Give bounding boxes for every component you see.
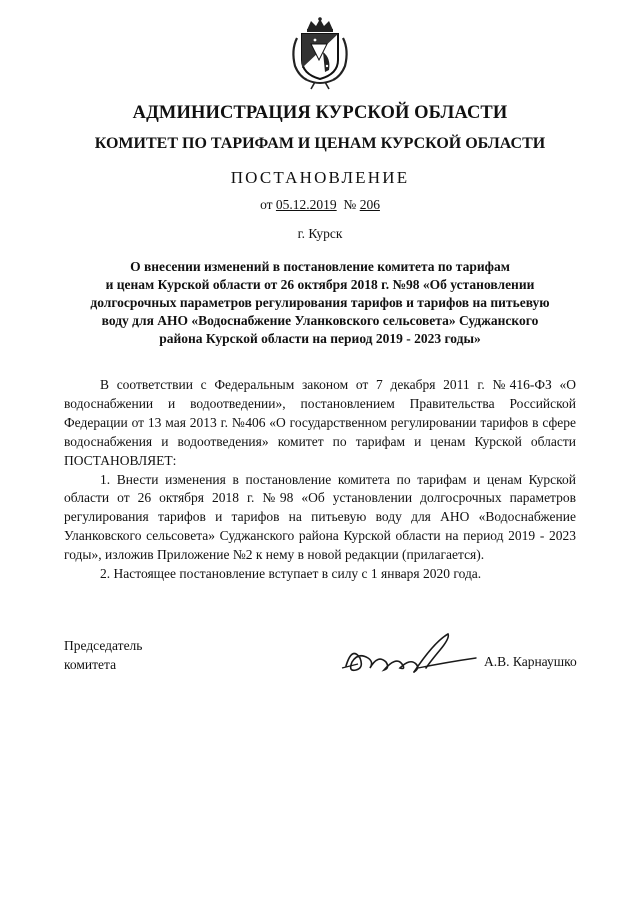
organization-heading: АДМИНИСТРАЦИЯ КУРСКОЙ ОБЛАСТИ xyxy=(132,103,508,123)
document-title xyxy=(64,258,576,348)
title-line: района Курской области на период 2019 - 2023 годы» xyxy=(159,331,481,346)
title-line: долгосрочных параметров регулирования тарифов и тарифов на питьевую xyxy=(90,295,550,310)
title-line: и ценам Курской области от 26 октября 2018 г. №98 «Об установлении xyxy=(105,277,535,292)
position-line: комитета xyxy=(64,656,117,672)
title-line: О внесении изменений в постановление комитета по тарифам xyxy=(130,259,510,274)
number-prefix: № xyxy=(343,197,360,212)
city-line: г. Курск xyxy=(297,226,343,241)
signatory-position xyxy=(64,637,142,674)
position-line: Председатель xyxy=(64,638,143,653)
document-type-heading: ПОСТАНОВЛЕНИЕ xyxy=(230,168,410,187)
committee-heading: КОМИТЕТ ПО ТАРИФАМ И ЦЕНАМ КУРСКОЙ ОБЛАСТИ xyxy=(94,135,546,152)
item-2-paragraph: 2. Настоящее постановление вступает в силу с 1 января 2020 года. xyxy=(100,566,482,582)
title-line: воду для АНО «Водоснабжение Уланковского сельсовета» Суджанского xyxy=(101,313,539,328)
handwritten-signature xyxy=(338,628,480,680)
preamble-paragraph: В соответствии с Федеральным законом от 7 декабря 2011 г. №416-ФЗ «О водоснабжении и водоотведении», постановлением Правительства Российской Федерации от 13 мая 2013 г. №406 «О государственном регулировании тарифов в сфере водоснабжения и водоотведения» комитет по тарифам и ценам Курской области ПОСТАНОВЛЯЕТ: xyxy=(64,377,576,468)
signatory-name: А.В. Карнаушко xyxy=(484,654,577,669)
document-body xyxy=(64,376,576,584)
date-prefix: от xyxy=(260,197,276,212)
coat-of-arms-emblem xyxy=(289,16,351,90)
document-date: 05.12.2019 xyxy=(275,197,337,212)
document-number: 206 xyxy=(359,197,380,212)
date-number-line xyxy=(0,197,640,213)
item-1-paragraph: 1. Внести изменения в постановление комитета по тарифам и ценам Курской области от 26 октября 2018 г. №98 «Об установлении долгосрочных параметров регулирования тарифов и тарифов на питьевую воду для АНО «Водоснабжение Уланковского сельсовета» Суджанского района Курской области на период 2019 - 2023 годы», изложив Приложение №2 к нему в новой редакции (прилагается). xyxy=(64,471,576,563)
